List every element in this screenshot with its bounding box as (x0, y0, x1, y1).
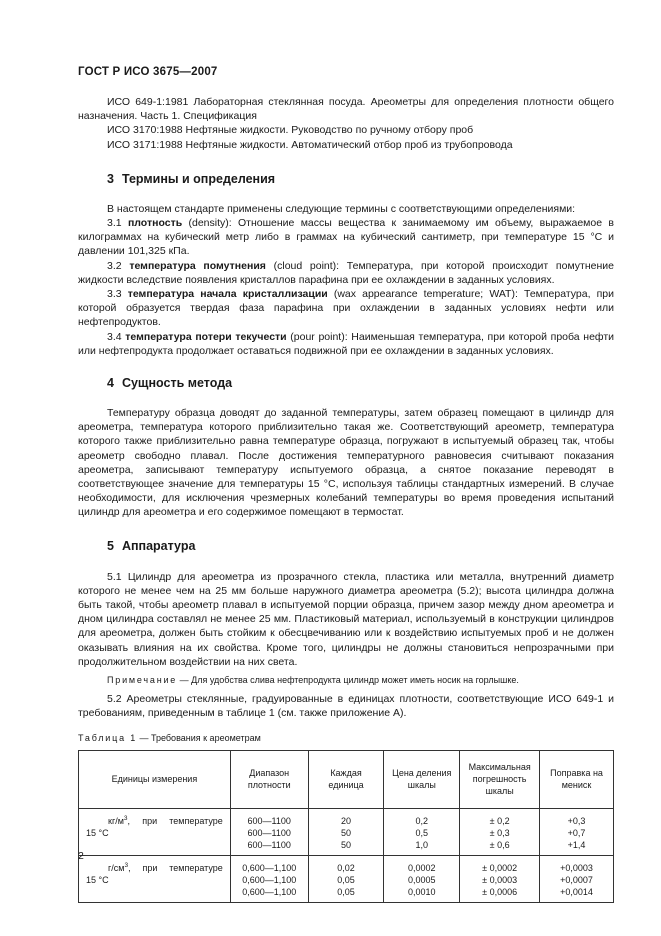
each-unit-cell: 0,02 0,05 0,05 (308, 855, 384, 902)
term-name: температура начала кристаллизации (127, 288, 328, 301)
section-4-heading (78, 376, 614, 390)
column-header: Единицы измерения (79, 750, 231, 808)
table-row (79, 808, 614, 855)
clause-5-2: 5.2 Ареометры стеклянные, градуированные в единицах плотности, соответствующие ИСО 649-1 и требованиям, приведенным в таблице 1 (см. также приложение А). (78, 693, 614, 720)
section-title: Сущность метода (121, 376, 233, 391)
meniscus-cell: +0,3 +0,7 +1,4 (540, 808, 614, 855)
meniscus-cell: +0,0003 +0,0007 +0,0014 (540, 855, 614, 902)
section-3-heading (78, 172, 614, 186)
each-unit-cell: 20 50 50 (308, 808, 384, 855)
note-label: Примечание (107, 675, 178, 686)
column-header: Максимальная погрешность шкалы (460, 750, 540, 808)
division-cell: 0,0002 0,0005 0,0010 (384, 855, 460, 902)
column-header: Каждая единица (308, 750, 384, 808)
term-name: температура помутнения (129, 259, 266, 272)
section-intro: В настоящем стандарте применены следующие термины с соответствующими определениями: (107, 202, 576, 215)
unit-cell: $г/см^3$, при температуре 15 °С (79, 855, 231, 902)
section-number: 3 (107, 171, 114, 186)
hydrometer-requirements-table (78, 750, 614, 903)
section-number: 5 (107, 538, 114, 553)
column-header: Диапазон плотности (230, 750, 308, 808)
term-name: температура потери текучести (125, 330, 287, 343)
note (78, 674, 614, 687)
section-4-text: Температуру образца доводят до заданной температуры, затем образец помещают в цилиндр для ареометра, температура которого приблизительно такая же. Соответствующий ареометр, температура которого также приблизительно равна температуре образца, погружают в испытуемый образец так, чтобы ареометр свободно плавал. После достижения температурного равновесия считывают показания ареометра, записывают температуру испытуемого образца, а снятое показание переводят в соответствующее значение для температуры 15 °С, используя таблицы стандартных измерений. В случае необходимости, для исключения чрезмерных колебаний температуры во время проведения испытаний цилиндр для ареометра и его содержимое помещают в термостат. (78, 407, 614, 519)
document-header: ГОСТ Р ИСО 3675—2007 (78, 66, 218, 78)
table-caption-label: Таблица 1 (78, 732, 137, 743)
term-definition: 3.4 температура потери текучести (pour point): Наименьшая температура, при которой проба нефти или нефтепродукта продолжает оставаться подвижной при ее охлаждении в заданных условиях. (78, 330, 614, 357)
section-title: Термины и определения (121, 171, 276, 186)
section-title: Аппаратура (121, 538, 196, 553)
normative-references (78, 95, 614, 152)
unit-cell: $кг/м^3$, при температуре 15 °С (79, 808, 231, 855)
reference-item: ИСО 3170:1988 Нефтяные жидкости. Руководство по ручному отбору проб (107, 124, 474, 137)
page-content (78, 95, 614, 903)
division-cell: 0,2 0,5 1,0 (384, 808, 460, 855)
error-cell: ± 0,2 ± 0,3 ± 0,6 (460, 808, 540, 855)
section-5-heading (78, 539, 614, 553)
table-row (79, 855, 614, 902)
range-cell: 600—1100 600—1100 600—1100 (230, 808, 308, 855)
note-text: — Для удобства слива нефтепродукта цилиндр может иметь носик на горлышке. (177, 675, 519, 686)
term-definition: 3.1 плотность (density): Отношение массы вещества к занимаемому им объему, выражаемое в килограммах на кубический метр либо в граммах на кубический сантиметр, при температуре 15 °С и давлении 101,325 кПа. (78, 217, 614, 258)
term-definition: 3.3 температура начала кристаллизации (wax appearance temperature; WAT): Температура, при которой образуется твердая фаза парафина при охлаждении в заданных условиях нефти или нефтепродуктов. (78, 288, 614, 329)
section-number: 4 (107, 376, 114, 391)
table-header-row (79, 750, 614, 808)
reference-item: ИСО 649-1:1981 Лабораторная стеклянная посуда. Ареометры для определения плотности общего назначения. Часть 1. Спецификация (78, 96, 614, 123)
page-number: 2 (78, 850, 84, 862)
reference-item: ИСО 3171:1988 Нефтяные жидкости. Автоматический отбор проб из трубопровода (107, 138, 513, 151)
clause-5-1: 5.1 Цилиндр для ареометра из прозрачного стекла, пластика или металла, внутренний диаметр которого не менее чем на 25 мм больше наружного диаметра ареометра (5.2); высота цилиндра должна быть такой, чтобы ареометр плавал в испытуемой порции образца, причем зазор между дном ареометра и дном цилиндра составлял не менее 25 мм. Пластиковый материал, используемый в конструкции цилиндров для ареометра, должен быть стойким к обесцвечиванию или к воздействию испытуемых проб и не должен оказывать влияния на их свойства. Кроме того, цилиндры не должны становиться непрозрачными при продолжительном воздействии на них света. (78, 570, 614, 668)
column-header: Цена деления шкалы (384, 750, 460, 808)
range-cell: 0,600—1,100 0,600—1,100 0,600—1,100 (230, 855, 308, 902)
table-caption-text: — Требования к ареометрам (137, 732, 261, 743)
term-name: плотность (127, 217, 183, 230)
table-caption (78, 733, 614, 743)
column-header: Поправка на мениск (540, 750, 614, 808)
term-definition: 3.2 температура помутнения (cloud point): Температура, при которой происходит помутнение жидкости вследствие появления кристаллов парафина при ее охлаждении в заданных условиях. (78, 259, 614, 286)
error-cell: ± 0,0002 ± 0,0003 ± 0,0006 (460, 855, 540, 902)
